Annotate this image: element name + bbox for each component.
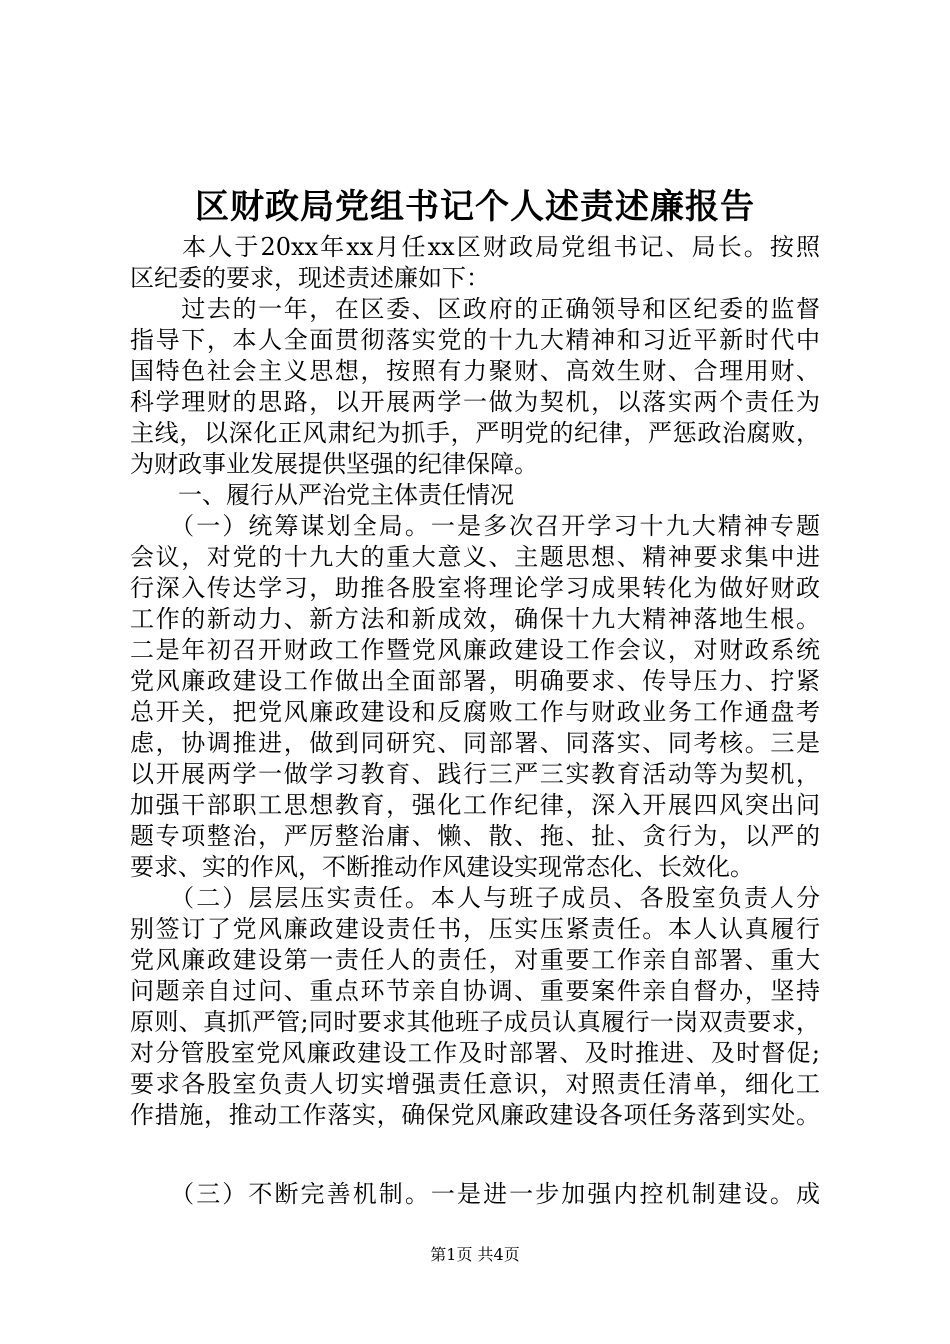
body-line: 科学理财的思路，以开展两学一做为契机，以落实两个责任为	[130, 388, 820, 416]
body-line: 对分管股室党风廉政建设工作及时部署、及时推进、及时督促;	[130, 1039, 820, 1067]
body-line: 区纪委的要求，现述责述廉如下：	[130, 264, 490, 292]
body-line: 指导下，本人全面贯彻落实党的十九大精神和习近平新时代中	[130, 326, 820, 354]
body-line: 本人于20xx年xx月任xx区财政局党组书记、局长。按照	[130, 233, 820, 261]
body-line: 加强干部职工思想教育，强化工作纪律，深入开展四风突出问	[130, 791, 820, 819]
body-line: 国特色社会主义思想，按照有力聚财、高效生财、合理用财、	[130, 357, 820, 385]
body-line: 主线，以深化正风肃纪为抓手，严明党的纪律，严惩政治腐败，	[130, 419, 820, 447]
paragraph-gap	[130, 1131, 820, 1179]
body-line: 作措施，推动工作落实，确保党风廉政建设各项任务落到实处。	[130, 1101, 820, 1129]
body-line: 党风廉政建设第一责任人的责任，对重要工作亲自部署、重大	[130, 946, 820, 974]
body-line: 党风廉政建设工作做出全面部署，明确要求、传导压力、拧紧	[130, 667, 820, 695]
section-heading: 一、履行从严治党主体责任情况	[130, 481, 514, 509]
body-line: 原则、真抓严管;同时要求其他班子成员认真履行一岗双责要求，	[130, 1008, 820, 1036]
body-line: 总开关，把党风廉政建设和反腐败工作与财政业务工作通盘考	[130, 698, 820, 726]
document-body	[130, 232, 820, 1210]
body-line: 工作的新动力、新方法和新成效，确保十九大精神落地生根。	[130, 605, 820, 633]
body-line: 为财政事业发展提供坚强的纪律保障。	[130, 450, 538, 478]
body-line: 题专项整治，严厉整治庸、懒、散、拖、扯、贪行为，以严的	[130, 822, 820, 850]
body-line: （二）层层压实责任。本人与班子成员、各股室负责人分	[130, 884, 820, 912]
body-line: （一）统筹谋划全局。一是多次召开学习十九大精神专题	[130, 512, 820, 540]
body-line: 二是年初召开财政工作暨党风廉政建设工作会议，对财政系统	[130, 636, 820, 664]
body-line: 行深入传达学习，助推各股室将理论学习成果转化为做好财政	[130, 574, 820, 602]
page-number-footer: 第1页 共4页	[430, 1245, 520, 1264]
document-title: 区财政局党组书记个人述责述廉报告	[195, 187, 755, 227]
body-line: 问题亲自过问、重点环节亲自协调、重要案件亲自督办，坚持	[130, 977, 820, 1005]
body-line: 虑，协调推进，做到同研究、同部署、同落实、同考核。三是	[130, 729, 820, 757]
body-line: 要求各股室负责人切实增强责任意识，对照责任清单，细化工	[130, 1070, 820, 1098]
body-line: 别签订了党风廉政建设责任书，压实压紧责任。本人认真履行	[130, 915, 820, 943]
body-line: （三）不断完善机制。一是进一步加强内控机制建设。成	[130, 1180, 820, 1208]
body-line: 要求、实的作风，不断推动作风建设实现常态化、长效化。	[130, 853, 754, 881]
body-line: 以开展两学一做学习教育、践行三严三实教育活动等为契机，	[130, 760, 820, 788]
body-line: 过去的一年，在区委、区政府的正确领导和区纪委的监督	[130, 295, 820, 323]
body-line: 会议，对党的十九大的重大意义、主题思想、精神要求集中进	[130, 543, 820, 571]
